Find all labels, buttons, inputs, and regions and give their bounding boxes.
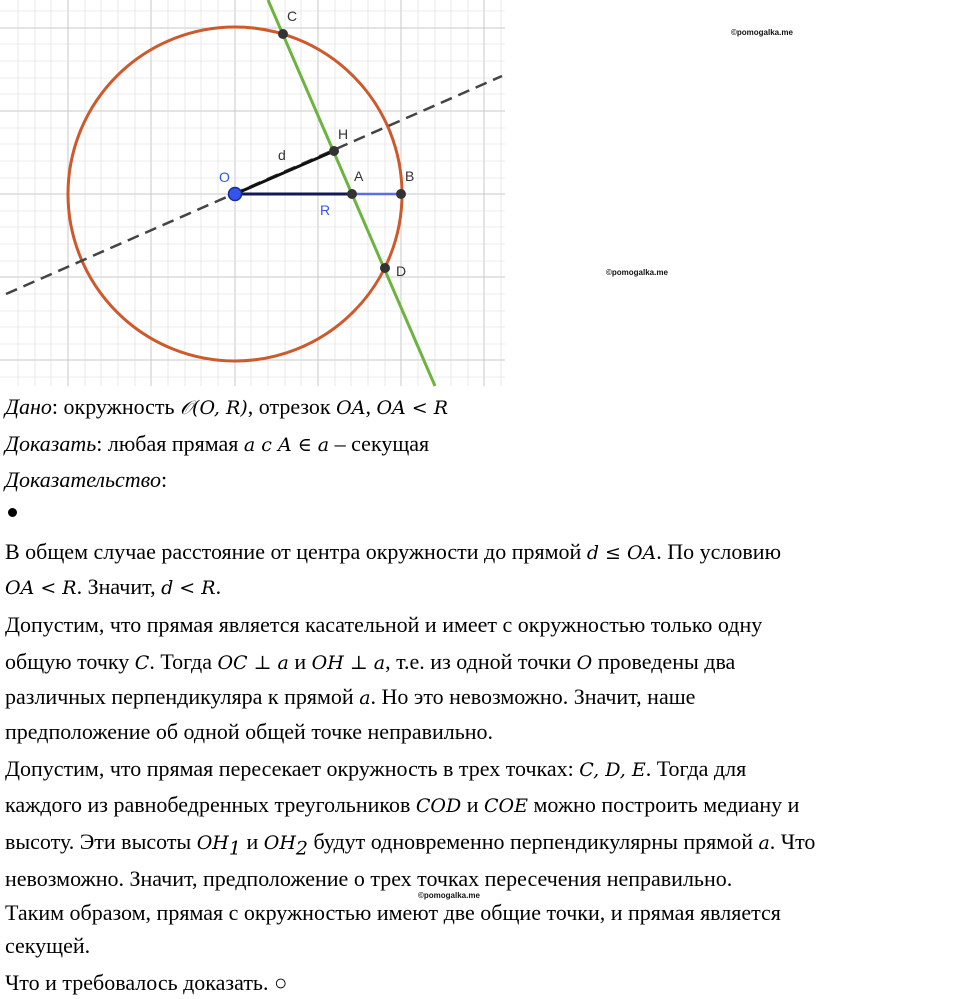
text: предположение об одной общей точке неправильно. bbox=[5, 719, 494, 744]
given-line bbox=[5, 394, 448, 421]
text: Допустим, что прямая пересекает окружность в трех точках: bbox=[5, 756, 580, 781]
text: В общем случае расстояние от центра окружности до прямой bbox=[5, 539, 587, 564]
paragraph-line bbox=[5, 719, 493, 745]
paragraph-line bbox=[5, 829, 815, 861]
text: : bbox=[160, 467, 168, 492]
math: C, D, E bbox=[579, 759, 646, 781]
text: и bbox=[240, 829, 264, 854]
text: и bbox=[461, 792, 484, 817]
paragraph-line bbox=[5, 539, 781, 566]
text: проведены два bbox=[592, 649, 736, 674]
watermark: ©pomogalka.me bbox=[418, 891, 480, 900]
math: OH bbox=[263, 832, 296, 854]
watermark: ©pomogalka.me bbox=[731, 28, 793, 37]
text: : любая прямая bbox=[96, 431, 244, 456]
math: OA bbox=[336, 397, 366, 419]
label-c: C bbox=[287, 8, 298, 24]
label-b: B bbox=[405, 168, 415, 184]
paragraph-line bbox=[5, 756, 746, 783]
math: OC ⊥ a bbox=[217, 652, 289, 674]
subscript: 1 bbox=[228, 837, 241, 860]
math: COD bbox=[415, 795, 462, 817]
text: общую точку bbox=[5, 649, 135, 674]
text: Допустим, что прямая является касательной и имеет с окружностью только одну bbox=[5, 612, 763, 637]
text: можно построить медиану и bbox=[527, 792, 800, 817]
label-r: R bbox=[320, 202, 331, 218]
label-d-point: D bbox=[396, 263, 407, 279]
text: : окружность bbox=[51, 394, 181, 419]
text: , т.е. из одной точки bbox=[385, 649, 577, 674]
given-label: Дано bbox=[5, 394, 52, 419]
math: O bbox=[576, 652, 593, 674]
paragraph-line bbox=[5, 866, 732, 892]
math: OH ⊥ a bbox=[311, 652, 386, 674]
text: секущей. bbox=[5, 933, 91, 958]
geometry-figure bbox=[0, 0, 510, 388]
paragraph-line bbox=[5, 649, 735, 676]
math: OA < R bbox=[5, 577, 77, 599]
math: d < R bbox=[161, 577, 216, 599]
math: d ≤ OA bbox=[586, 542, 657, 564]
point-c bbox=[278, 29, 288, 39]
math: a bbox=[359, 687, 371, 709]
math: OH bbox=[196, 832, 229, 854]
text: . Тогда bbox=[149, 649, 218, 674]
point-o bbox=[229, 188, 242, 201]
point-a bbox=[347, 189, 357, 199]
paragraph-line bbox=[5, 900, 781, 926]
text: Что и требовалось доказать. ○ bbox=[5, 970, 288, 995]
paragraph-line bbox=[5, 612, 762, 638]
label-a: A bbox=[354, 168, 364, 184]
label-h: H bbox=[338, 126, 349, 142]
text: каждого из равнобедренных треугольников bbox=[5, 792, 416, 817]
text: , bbox=[365, 394, 377, 419]
text: невозможно. Значит, предположение о трех точках пересечения неправильно. bbox=[5, 866, 733, 891]
subscript: 2 bbox=[295, 837, 308, 860]
label-o: O bbox=[219, 169, 230, 185]
text: . Что bbox=[769, 829, 816, 854]
text: Таким образом, прямая с окружностью имеют две общие точки, и прямая является bbox=[5, 900, 781, 925]
text: . Но это невозможно. Значит, наше bbox=[370, 684, 696, 709]
point-b bbox=[396, 189, 406, 199]
text: будут одновременно перпендикулярны прямой bbox=[308, 829, 759, 854]
math: a bbox=[758, 832, 770, 854]
text: . Значит, bbox=[76, 574, 162, 599]
math: a c A ∈ a bbox=[243, 434, 330, 456]
text: различных перпендикуляра к прямой bbox=[5, 684, 360, 709]
proof-heading bbox=[5, 467, 167, 493]
text: высоту. Эти высоты bbox=[5, 829, 197, 854]
math: COE bbox=[484, 795, 528, 817]
proof-label: Доказательство bbox=[5, 467, 161, 492]
conclusion-line bbox=[5, 970, 287, 996]
prove-line bbox=[5, 431, 429, 458]
paragraph-line bbox=[5, 792, 799, 819]
text: . По условию bbox=[656, 539, 782, 564]
label-d-distance: d bbox=[278, 147, 286, 163]
math: OA < R bbox=[376, 397, 449, 419]
text: , отрезок bbox=[247, 394, 337, 419]
paragraph-line bbox=[5, 574, 221, 601]
point-d bbox=[380, 263, 390, 273]
paragraph-line bbox=[5, 684, 695, 711]
text: и bbox=[288, 649, 312, 674]
watermark: ©pomogalka.me bbox=[606, 268, 668, 277]
bullet bbox=[8, 508, 17, 517]
point-h bbox=[329, 146, 339, 156]
text: – секущая bbox=[329, 431, 430, 456]
math: C bbox=[134, 652, 150, 674]
text: . Тогда для bbox=[645, 756, 747, 781]
text: . bbox=[215, 574, 222, 599]
math: 𝒪(O, R) bbox=[180, 397, 248, 419]
paragraph-line bbox=[5, 933, 90, 959]
prove-label: Доказать bbox=[5, 431, 97, 456]
